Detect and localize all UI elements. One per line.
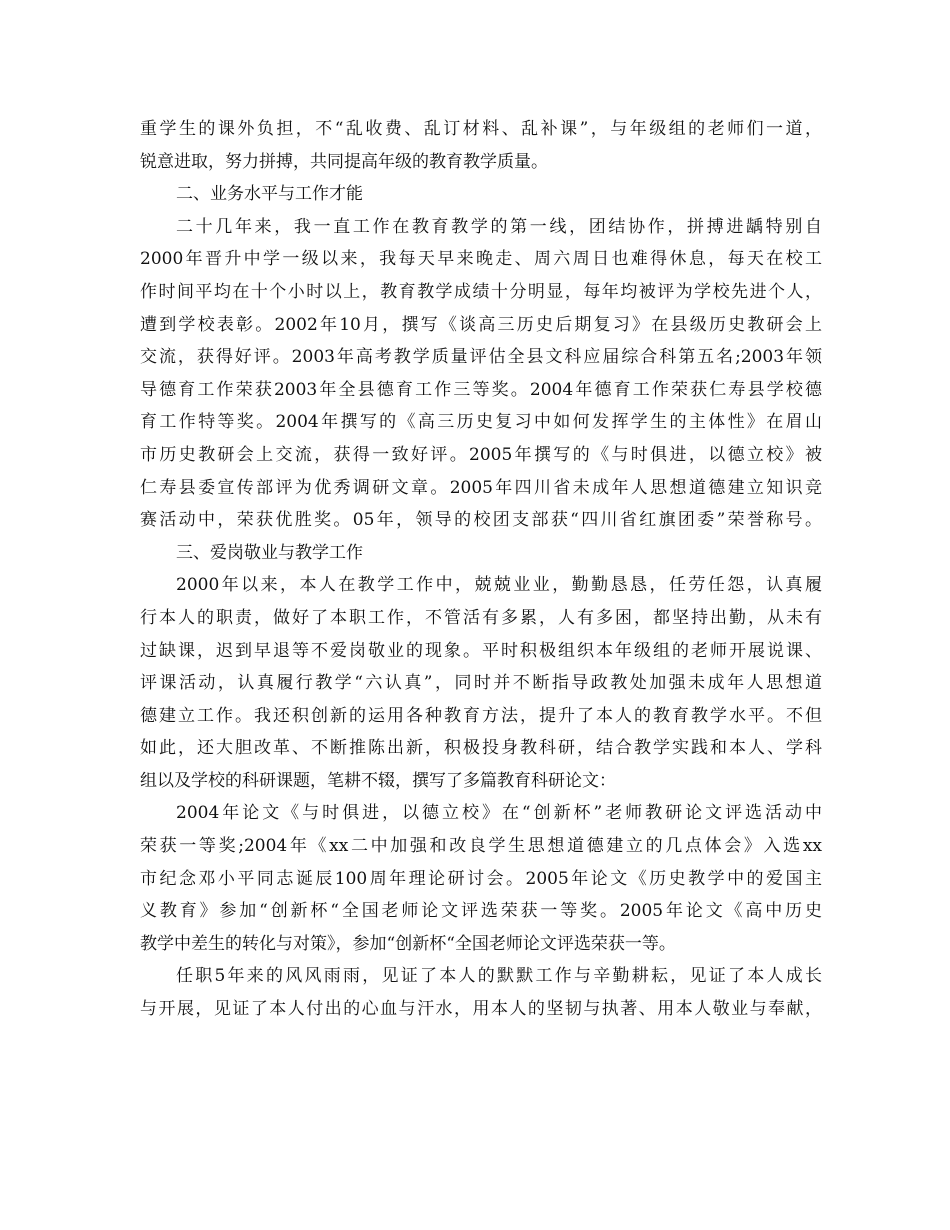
text-line: 锐意进取，努力拼搏，共同提高年级的教育教学质量。	[140, 151, 548, 172]
text-line: 义教育》参加“创新杯“全国老师论文评选荣获一等奖。2005年论文《高中历史	[140, 901, 822, 922]
text-line: 2000年以来，本人在教学工作中，兢兢业业，勤勤恳恳，任劳任怨，认真履	[176, 575, 822, 596]
text-line: 二、业务水平与工作才能	[176, 184, 363, 205]
text-line: 遭到学校表彰。2002年10月，撰写《谈高三历史后期复习》在县级历史教研会上	[140, 314, 822, 335]
text-line: 德建立工作。我还积创新的运用各种教育方法，提升了本人的教育教学水平。不但	[140, 705, 822, 726]
text-line: 与开展，见证了本人付出的心血与汗水，用本人的坚韧与执著、用本人敬业与奉献，	[140, 999, 822, 1020]
text-line: 重学生的课外负担，不“乱收费、乱订材料、乱补课”，与年级组的老师们一道，	[140, 119, 822, 139]
text-line: 市历史教研会上交流，获得一致好评。2005年撰写的《与时俱进，以德立校》被	[140, 444, 822, 465]
text-line: 赛活动中，荣获优胜奖。05年，领导的校团支部获“四川省红旗团委”荣誉称号。	[140, 510, 822, 531]
document-page	[140, 113, 822, 1026]
text-line: 任职5年来的风风雨雨，见证了本人的默默工作与辛勤耕耘，见证了本人成长	[176, 966, 822, 987]
text-line: 行本人的职责，做好了本职工作，不管活有多累，人有多困，都坚持出勤，从未有	[140, 607, 822, 628]
text-line: 交流，获得好评。2003年高考教学质量评估全县文科应届综合科第五名;2003年领	[140, 347, 822, 368]
text-line: 教学中差生的转化与对策》，参加“创新杯“全国老师论文评选荣获一等。	[140, 933, 676, 954]
text-line: 2000年晋升中学一级以来，我每天早来晚走、周六周日也难得休息，每天在校工	[140, 249, 822, 270]
text-line: 组以及学校的科研课题，笔耕不辍，撰写了多篇教育科研论文：	[140, 770, 616, 791]
text-line: 三、爱岗敬业与教学工作	[176, 542, 363, 563]
text-line: 仁寿县委宣传部评为优秀调研文章。2005年四川省未成年人思想道德建立知识竞	[140, 477, 822, 498]
text-line: 市纪念邓小平同志诞辰100周年理论研讨会。2005年论文《历史教学中的爱国主	[140, 868, 822, 889]
text-line: 如此，还大胆改革、不断推陈出新，积极投身教科研，结合教学实践和本人、学科	[140, 738, 822, 759]
text-line: 导德育工作荣获2003年全县德育工作三等奖。2004年德育工作荣获仁寿县学校德	[140, 379, 822, 400]
text-line: 过缺课，迟到早退等不爱岗敬业的现象。平时积极组织本年级组的老师开展说课、	[140, 640, 822, 661]
text-line: 荣获一等奖;2004年《xx二中加强和改良学生思想道德建立的几点体会》入选xx	[140, 836, 822, 857]
text-line: 育工作特等奖。2004年撰写的《高三历史复习中如何发挥学生的主体性》在眉山	[140, 412, 822, 433]
text-line: 二十几年来，我一直工作在教育教学的第一线，团结协作，拼搏进龋特别自	[176, 216, 822, 237]
text-line: 2004年论文《与时俱进，以德立校》在“创新杯”老师教研论文评选活动中	[176, 803, 822, 824]
text-line: 作时间平均在十个小时以上，教育教学成绩十分明显，每年均被评为学校先进个人，	[140, 281, 822, 302]
text-line: 评课活动，认真履行教学“六认真”，同时并不断指导政教处加强未成年人思想道	[140, 673, 822, 694]
